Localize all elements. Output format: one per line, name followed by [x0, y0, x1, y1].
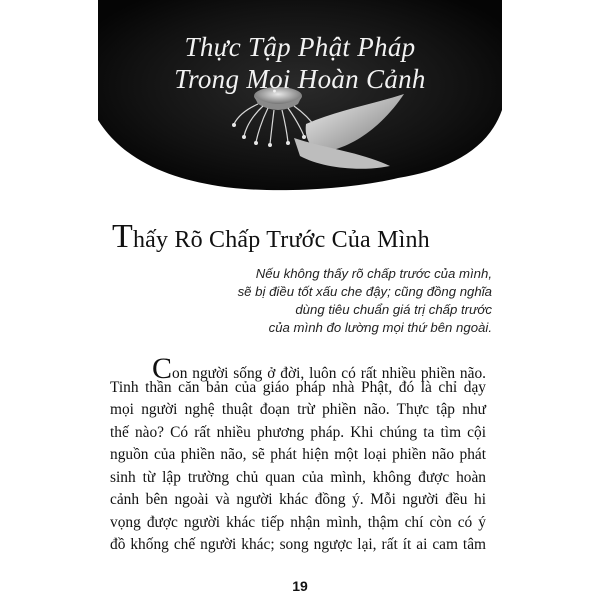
chapter-title — [112, 220, 430, 254]
body-line: cảnh bên ngoài và người khác đồng ý. Mỗi người đều hi — [110, 491, 486, 508]
page-number: 19 — [292, 578, 308, 594]
body-line: Tinh thần căn bản của giáo pháp nhà Phật, đó là chỉ dạy — [110, 378, 486, 396]
chapter-title-initial: T — [112, 218, 133, 255]
epigraph — [172, 265, 492, 337]
body-line: nguồn của phiền não, sẽ phát hiện một loại phiền não phát — [110, 446, 486, 463]
body-line: sinh từ lập trường chủ quan của mình, không được hoàn — [110, 468, 486, 486]
body-line: mọi người nghệ thuật đoạn trừ phiền não. Thực tập như — [110, 401, 486, 418]
chapter-title-rest: hấy Rõ Chấp Trước Của Mình — [132, 227, 430, 253]
book-title-line-2: Trong Mọi Hoàn Cảnh — [174, 64, 426, 94]
body-line: thế nào? Có rất nhiều phương pháp. Khi chúng ta tìm cội — [110, 423, 486, 441]
epigraph-line: của mình đo lường mọi thứ bên ngoài. — [268, 320, 492, 335]
body-line: đồ khống chế người khác; song ngược lại, rất ít ai cam tâm — [110, 536, 486, 553]
body-line — [110, 352, 486, 385]
lotus-illustration — [98, 0, 502, 196]
first-line-text: on người sống ở đời, luôn có rất nhiều phiền não. — [172, 365, 486, 382]
epigraph-line: sẽ bị điều tốt xấu che đậy; cũng đồng nghĩa — [237, 284, 492, 299]
body-line: vọng được người khác tiếp nhận mình, thậm chí còn có ý — [110, 513, 486, 531]
body-paragraph — [110, 354, 486, 557]
drop-cap: C — [152, 352, 173, 385]
epigraph-line: dùng tiêu chuẩn giá trị chấp trước — [295, 302, 492, 317]
book-title-line-1: Thực Tập Phật Pháp — [184, 32, 416, 62]
chapter-header-illustration — [98, 0, 502, 196]
epigraph-line: Nếu không thấy rõ chấp trước của mình, — [255, 266, 492, 281]
